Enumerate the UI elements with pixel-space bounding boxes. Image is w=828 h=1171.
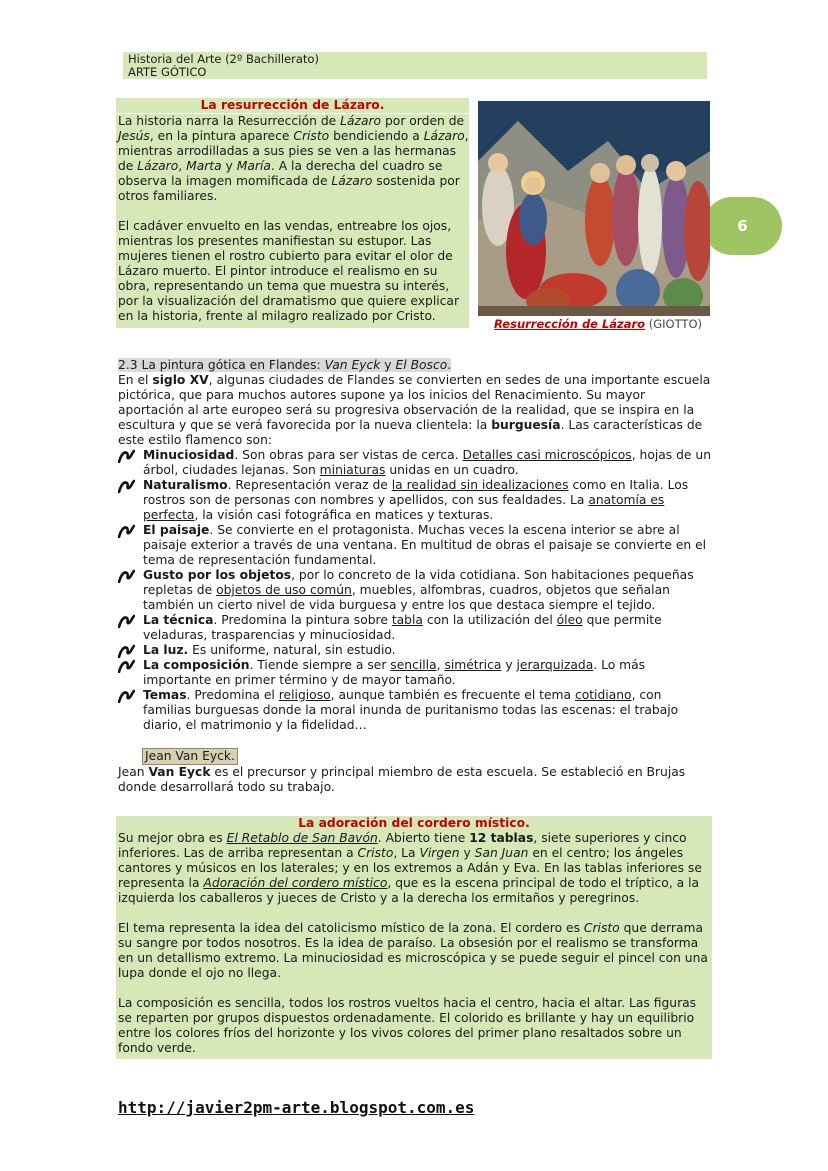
header-unit: ARTE GÓTICO (128, 65, 207, 79)
pen-bullet-icon (118, 644, 135, 658)
pen-bullet-icon (118, 569, 135, 583)
paragraph: La composición es sencilla, todos los rostros vueltos hacia el centro, hacia el altar. Las figuras se reparten por grupos dispuestos ordenadamente. El colorido es brillante y hay un equilibrio entre los colores fríos del horizonte y los vivos colores del primer plano resaltados sobre un fondo verde. (118, 996, 697, 1055)
list-item: Minuciosidad. Son obras para ser vistas de cerca. Detalles casi microscópicos, hojas de un árbol, ciudades lejanas. Son miniaturas unidas en un cuadro. (118, 448, 712, 478)
painting-resurreccion-lazaro (478, 101, 710, 316)
painting-image (478, 101, 710, 316)
section-body-resurreccion (116, 114, 469, 328)
pen-bullet-icon (118, 479, 135, 493)
section-body-cordero-mistico (116, 831, 712, 1059)
vaneyck-paragraph: Jean Van Eyck es el precursor y principal miembro de esta escuela. Se estableció en Brujas donde desarrollará todo su trabajo. (118, 765, 686, 794)
paragraph: El cadáver envuelto en las vendas, entreabre los ojos, mientras los presentes manifiestan su estupor. Las mujeres tienen el rostro cubierto para evitar el olor de Lázaro muerto. El pintor introduce el realismo en su obra, representando un tema que muestra su interés, por la visualización del dramatismo que quiere explicar en la historia, frente al milagro realizado por Cristo. (118, 219, 460, 323)
characteristics-list (118, 448, 712, 733)
list-item: Gusto por los objetos, por lo concreto de la vida cotidiana. Son habitaciones pequeñas repletas de objetos de uso común, muebles, alfombras, cuadros, objetos que señalan también un cierto nivel de vida burguesa y entre los que destaca siempre el tejido. (118, 568, 712, 613)
caption-author: (GIOTTO) (645, 317, 702, 331)
list-item: Naturalismo. Representación veraz de la realidad sin idealizaciones como en Italia. Los rostros son de personas con nombres y apellidos, con sus fealdades. La anatomía es perfecta, la visión casi fotográfica en matices y texturas. (118, 478, 712, 523)
footer-blog-link[interactable]: http://javier2pm-arte.blogspot.com.es (118, 1098, 475, 1117)
subheading-jean-van-eyck: Jean Van Eyck. (142, 748, 238, 765)
list-item: La composición. Tiende siempre a ser sencilla, simétrica y jerarquizada. Lo más importante en primer término y de mayor tamaño. (118, 658, 712, 688)
pen-bullet-icon (118, 689, 135, 703)
intro-paragraph: En el siglo XV, algunas ciudades de Flandes se convierten en sedes de una importante escuela pictórica, que para muchos autores supone ya los inicios del Renacimiento. Su mayor aportación al arte europeo será su progresiva observación de la realidad, que se inspira en la escultura y que se verá favorecida por la nueva clientela: la burguesía. Las características de este estilo flamenco son: (118, 373, 711, 447)
section-title-cordero-mistico: La adoración del cordero místico. (116, 816, 712, 831)
pen-bullet-icon (118, 449, 135, 463)
paragraph: La historia narra la Resurrección de Lázaro por orden de Jesús, en la pintura aparece Cristo bendiciendo a Lázaro, mientras arrodilladas a sus pies se ven a las hermanas de Lázaro, Marta y María. A la derecha del cuadro se observa la imagen momificada de Lázaro sostenida por otros familiares. (118, 114, 469, 203)
pen-bullet-icon (118, 614, 135, 628)
paragraph: El tema representa la idea del catolicismo místico de la zona. El cordero es Cristo que derrama su sangre por todos nosotros. Es la idea de paraíso. La obsesión por el realismo se transforma en un detallismo extremo. La minuciosidad es microscópica y se puede seguir el pincel con una lupa donde el ojo no llega. (118, 921, 708, 980)
list-item: Temas. Predomina el religioso, aunque también es frecuente el tema cotidiano, con familias burguesas donde la moral inunda de puritanismo todas las escenas: el trabajo diario, el matrimonio y la fidelidad… (118, 688, 712, 733)
page-number-badge (703, 197, 782, 255)
document-header (123, 52, 707, 79)
list-item: La técnica. Predomina la pintura sobre tabla con la utilización del óleo que permite veladuras, trasparencias y minuciosidad. (118, 613, 712, 643)
page-number: 6 (737, 216, 748, 235)
list-item: El paisaje. Se convierte en el protagonista. Muchas veces la escena interior se abre al paisaje exterior a través de una ventana. En multitud de obras el paisaje se convierte en el tema de representación fundamental. (118, 523, 712, 568)
painting-caption (478, 317, 718, 332)
pen-bullet-icon (118, 659, 135, 673)
header-course: Historia del Arte (2º Bachillerato) (128, 52, 319, 66)
list-item: La luz. Es uniforme, natural, sin estudio. (118, 643, 712, 658)
caption-title-link[interactable]: Resurrección de Lázaro (494, 317, 646, 331)
paragraph: Su mejor obra es El Retablo de San Bavón. Abierto tiene 12 tablas, siete superiores y cinco inferiores. Las de arriba representan a Cristo, La Virgen y San Juan en el centro; los ángeles cantores y músicos en los laterales; y en los extremos a Adán y Eva. En las tablas inferiores se representa la Adoración del cordero místico, que es la escena principal de todo el tríptico, a la izquierda los caballeros y jueces de Cristo y a la derecha los ermitaños y peregrinos. (118, 831, 702, 905)
section-heading: 2.3 La pintura gótica en Flandes: Van Eyck y El Bosco. (118, 358, 452, 372)
pen-bullet-icon (118, 524, 135, 538)
section-title-resurreccion: La resurrección de Lázaro. (116, 98, 469, 113)
section-flandes (118, 358, 712, 795)
